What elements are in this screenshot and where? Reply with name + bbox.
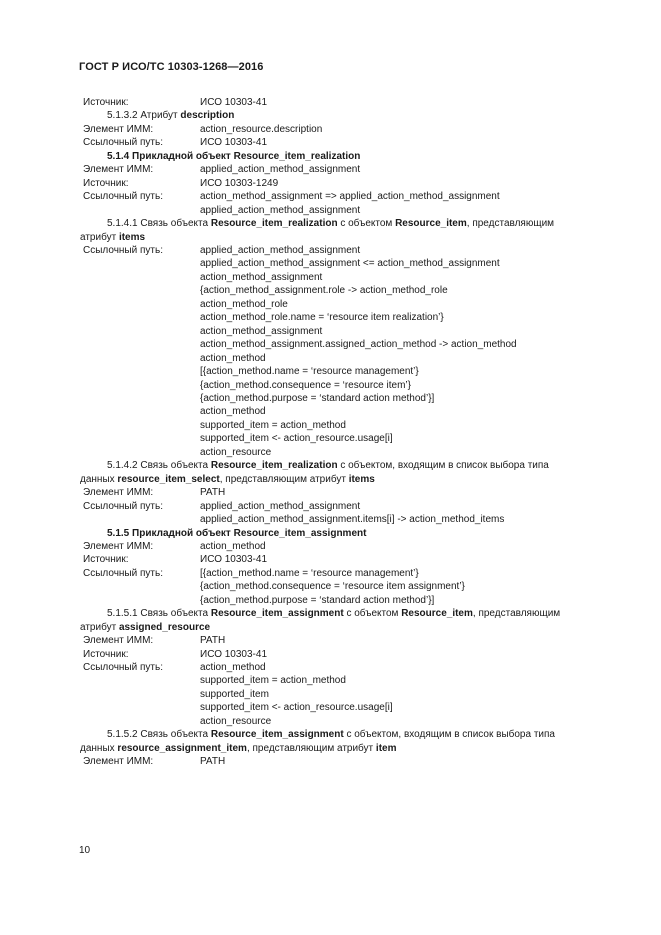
mapping-value-line: applied_action_method_assignment	[200, 204, 361, 216]
section-heading-continuation	[0, 742, 661, 755]
mapping-label: Элемент ИММ:	[83, 635, 154, 647]
mapping-values	[200, 553, 661, 566]
mapping-value-line: action_method	[200, 352, 266, 364]
mapping-value-line: {action_method.consequence = ‘resource item’}	[200, 379, 411, 391]
bold-term: resource_assignment_item	[117, 742, 247, 754]
mapping-label: Источник:	[83, 554, 129, 566]
section-heading-continuation	[0, 621, 661, 634]
mapping-label: Элемент ИММ:	[83, 756, 154, 768]
mapping-values	[200, 661, 661, 728]
mapping-row	[0, 755, 661, 768]
section-heading	[0, 607, 661, 620]
section-heading-continuation	[0, 231, 661, 244]
mapping-value-line: [{action_method.name = ‘resource management’}	[200, 567, 419, 579]
mapping-values	[200, 163, 661, 176]
text-run: с объектом	[337, 218, 396, 230]
mapping-row	[0, 123, 661, 136]
mapping-values	[200, 123, 661, 136]
mapping-values	[200, 190, 661, 217]
mapping-label: Источник:	[83, 97, 129, 108]
text-run: 5.1.4.1 Связь объекта	[107, 218, 211, 230]
mapping-values	[200, 634, 661, 647]
text-run: 5.1.5.2 Связь объекта	[107, 729, 211, 741]
bold-term: Resource_item	[395, 218, 467, 230]
mapping-row	[0, 244, 661, 459]
mapping-value-line: ИСО 10303-41	[200, 554, 268, 566]
mapping-value-line: supported_item = action_method	[200, 675, 346, 687]
mapping-value-line: applied_action_method_assignment	[200, 164, 361, 176]
mapping-row	[0, 190, 661, 217]
document-body	[0, 96, 661, 769]
mapping-label: Ссылочный путь:	[83, 191, 163, 203]
mapping-value-line: [{action_method.name = ‘resource management’}	[200, 366, 419, 378]
mapping-value-line: {action_method.purpose = ‘standard action method’}]	[200, 594, 435, 606]
text-run: 5.1.5.1 Связь объекта	[107, 608, 211, 620]
mapping-value-line: ИСО 10303-41	[200, 97, 268, 108]
mapping-value-line: action_method	[200, 662, 266, 674]
mapping-row	[0, 634, 661, 647]
mapping-values	[200, 567, 661, 607]
mapping-value-line: action_method_assignment	[200, 325, 323, 337]
mapping-value-line: applied_action_method_assignment	[200, 500, 361, 512]
mapping-row	[0, 500, 661, 527]
section-heading	[0, 728, 661, 741]
mapping-label: Элемент ИММ:	[83, 164, 154, 176]
text-run: , представляющим	[466, 218, 555, 230]
mapping-value-line: action_resource	[200, 446, 272, 458]
mapping-values	[200, 486, 661, 499]
mapping-value-line: action_method_role	[200, 298, 288, 310]
bold-term: resource_item_select	[117, 473, 220, 485]
mapping-values	[200, 136, 661, 149]
text-run: , представляющим	[472, 608, 561, 620]
mapping-values	[200, 648, 661, 661]
mapping-row	[0, 567, 661, 607]
mapping-value-line: applied_action_method_assignment <= action_method_assignment	[200, 258, 500, 270]
mapping-row	[0, 136, 661, 149]
bold-term: Resource_item	[401, 608, 473, 620]
mapping-value-line: action_method_assignment	[200, 271, 323, 283]
mapping-value-line: PATH	[200, 756, 226, 768]
mapping-row	[0, 648, 661, 661]
bold-term: Resource_item_realization	[210, 218, 338, 230]
mapping-label: Элемент ИММ:	[83, 123, 154, 135]
mapping-value-line: {action_method_assignment.role -> action_method_role	[200, 285, 448, 297]
mapping-label: Ссылочный путь:	[83, 244, 163, 256]
text-run: данных	[80, 473, 118, 485]
section-heading	[0, 527, 661, 540]
mapping-label: Элемент ИММ:	[83, 487, 154, 499]
text-run: 5.1.3.2 Атрибут	[107, 110, 181, 122]
text-run: атрибут	[80, 231, 119, 243]
mapping-label: Источник:	[83, 648, 129, 660]
bold-term: items	[118, 231, 146, 243]
text-run: 5.1.4.2 Связь объекта	[107, 460, 211, 472]
mapping-label: Элемент ИММ:	[83, 540, 154, 552]
section-heading	[0, 109, 661, 122]
mapping-row	[0, 96, 661, 109]
mapping-value-line: PATH	[200, 487, 226, 499]
bold-term: Resource_item_realization	[210, 460, 338, 472]
mapping-values	[200, 755, 661, 768]
mapping-value-line: action_resource.description	[200, 123, 323, 135]
mapping-value-line: supported_item	[200, 688, 269, 700]
mapping-value-line: {action_method.consequence = ‘resource item assignment’}	[200, 581, 465, 593]
mapping-value-line: action_method_assignment => applied_action_method_assignment	[200, 191, 500, 203]
mapping-value-line: ИСО 10303-1249	[200, 177, 279, 189]
mapping-row	[0, 163, 661, 176]
bold-term: items	[348, 473, 375, 485]
mapping-value-line: applied_action_method_assignment.items[i] -> action_method_items	[200, 514, 505, 526]
bold-term: description	[180, 110, 235, 122]
bold-term: item	[375, 742, 397, 754]
mapping-value-line: applied_action_method_assignment	[200, 244, 361, 256]
mapping-label: Ссылочный путь:	[83, 137, 163, 149]
bold-term: 5.1.5 Прикладной объект Resource_item_assignment	[107, 527, 367, 539]
mapping-label: Ссылочный путь:	[83, 567, 163, 579]
mapping-value-line: supported_item <- action_resource.usage[i]	[200, 433, 393, 445]
mapping-value-line: supported_item <- action_resource.usage[i]	[200, 702, 393, 714]
text-run: , представляющим атрибут	[219, 473, 349, 485]
bold-term: Resource_item_assignment	[210, 729, 344, 741]
mapping-label: Ссылочный путь:	[83, 662, 163, 674]
section-heading	[0, 150, 661, 163]
text-run: , представляющим атрибут	[246, 742, 376, 754]
mapping-value-line: ИСО 10303-41	[200, 648, 268, 660]
mapping-values	[200, 540, 661, 553]
mapping-row	[0, 177, 661, 190]
mapping-value-line: action_method	[200, 406, 266, 418]
text-run: с объектом, входящим в список выбора типа	[337, 460, 549, 472]
mapping-row	[0, 661, 661, 728]
mapping-values	[200, 500, 661, 527]
mapping-value-line: {action_method.purpose = ‘standard action method’}]	[200, 392, 435, 404]
text-run: данных	[80, 742, 118, 754]
page-number: 10	[79, 845, 91, 856]
mapping-value-line: PATH	[200, 635, 226, 647]
mapping-values	[200, 244, 661, 459]
mapping-value-line: supported_item = action_method	[200, 419, 346, 431]
section-heading	[0, 217, 661, 230]
mapping-row	[0, 553, 661, 566]
mapping-values	[200, 177, 661, 190]
bold-term: assigned_resource	[118, 621, 211, 633]
text-run: с объектом	[343, 608, 402, 620]
mapping-value-line: action_method	[200, 540, 266, 552]
bold-term: Resource_item_assignment	[210, 608, 344, 620]
mapping-value-line: ИСО 10303-41	[200, 137, 268, 149]
mapping-row	[0, 540, 661, 553]
section-heading-continuation	[0, 473, 661, 486]
mapping-values	[200, 96, 661, 109]
mapping-label: Источник:	[83, 177, 129, 189]
mapping-value-line: action_method_role.name = ‘resource item realization’}	[200, 312, 444, 324]
text-run: атрибут	[80, 621, 119, 633]
mapping-value-line: action_resource	[200, 715, 272, 727]
mapping-row	[0, 486, 661, 499]
mapping-value-line: action_method_assignment.assigned_action_method -> action_method	[200, 339, 517, 351]
section-heading	[0, 459, 661, 472]
page-header: ГОСТ Р ИСО/ТС 10303-1268—2016	[79, 61, 264, 73]
mapping-label: Ссылочный путь:	[83, 500, 163, 512]
bold-term: 5.1.4 Прикладной объект Resource_item_realization	[107, 150, 361, 162]
text-run: с объектом, входящим в список выбора типа	[343, 729, 555, 741]
